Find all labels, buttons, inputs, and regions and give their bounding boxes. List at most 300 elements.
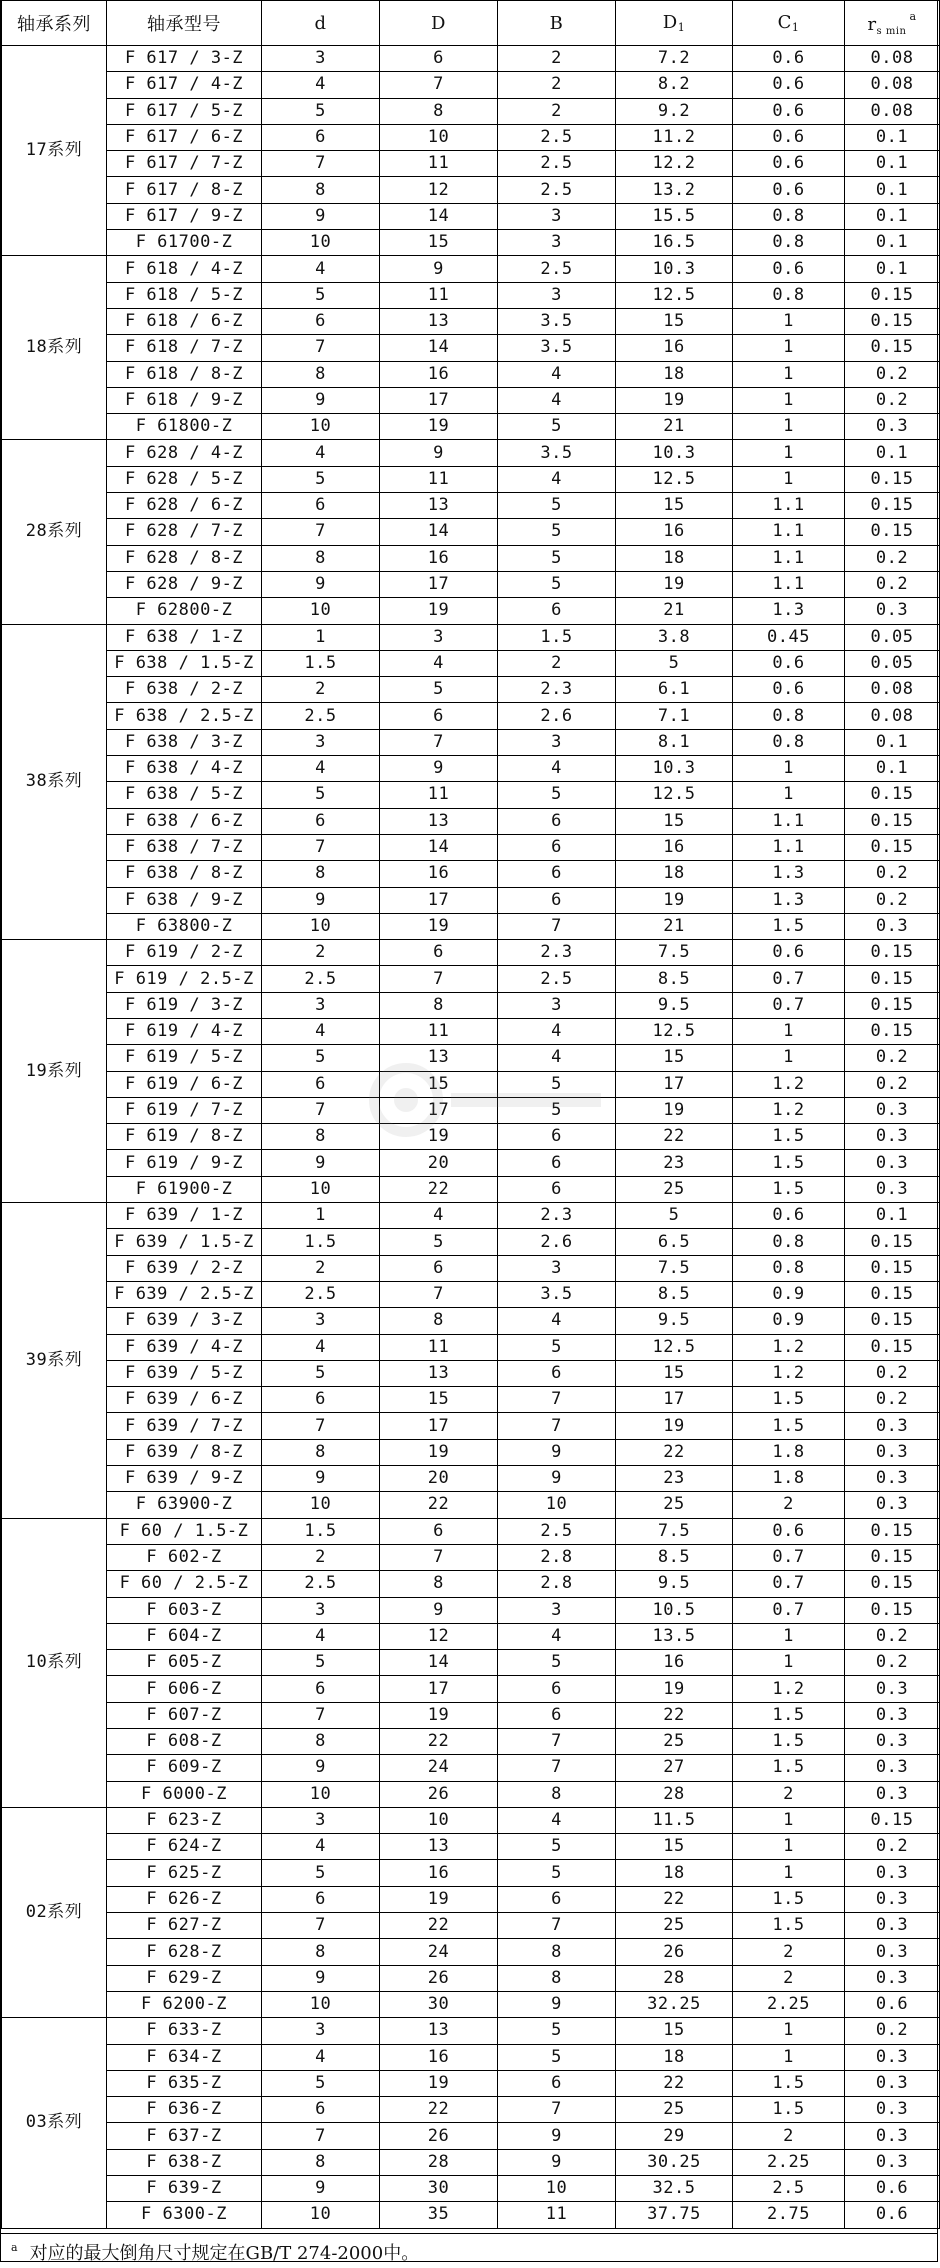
cell-d: 6 xyxy=(262,1886,380,1912)
cell-B: 3 xyxy=(498,1597,616,1623)
cell-D1: 12.5 xyxy=(616,282,733,308)
cell-rs-min: 0.05 xyxy=(845,624,940,650)
cell-d: 5 xyxy=(262,1045,380,1071)
cell-d: 6 xyxy=(262,124,380,150)
cell-D: 16 xyxy=(380,545,498,571)
cell-C1: 1.2 xyxy=(733,1676,845,1702)
cell-d: 5 xyxy=(262,1860,380,1886)
cell-model: F 633-Z xyxy=(107,2018,262,2044)
cell-d: 10 xyxy=(262,414,380,440)
cell-model: F 629-Z xyxy=(107,1965,262,1991)
table-row xyxy=(2,1702,940,1728)
cell-model: F 609-Z xyxy=(107,1755,262,1781)
cell-B: 2.8 xyxy=(498,1544,616,1570)
footnote-text: 对应的最大倒角尺寸规定在GB/T 274-2000中。 xyxy=(29,2243,420,2264)
header-D1 xyxy=(616,1,733,46)
table-row xyxy=(2,2070,940,2096)
table-row xyxy=(2,834,940,860)
cell-d: 1.5 xyxy=(262,1518,380,1544)
series-cell: 02系列 xyxy=(2,1807,107,2017)
cell-D: 20 xyxy=(380,1466,498,1492)
cell-B: 6 xyxy=(498,808,616,834)
cell-D: 4 xyxy=(380,650,498,676)
cell-C1: 1.5 xyxy=(733,1913,845,1939)
cell-d: 2 xyxy=(262,677,380,703)
cell-d: 5 xyxy=(262,782,380,808)
cell-D: 12 xyxy=(380,1623,498,1649)
cell-rs-min: 0.2 xyxy=(845,1071,940,1097)
cell-C1: 1.5 xyxy=(733,1150,845,1176)
cell-B: 7 xyxy=(498,2097,616,2123)
cell-D1: 16 xyxy=(616,335,733,361)
table-row xyxy=(2,308,940,334)
cell-d: 8 xyxy=(262,361,380,387)
cell-d: 3 xyxy=(262,1807,380,1833)
cell-d: 4 xyxy=(262,1834,380,1860)
table-row xyxy=(2,887,940,913)
cell-model: F 618 / 9-Z xyxy=(107,387,262,413)
cell-D1: 15 xyxy=(616,808,733,834)
cell-C1: 1 xyxy=(733,1807,845,1833)
cell-C1: 0.8 xyxy=(733,203,845,229)
cell-D1: 12.5 xyxy=(616,466,733,492)
cell-B: 5 xyxy=(498,1650,616,1676)
cell-rs-min: 0.08 xyxy=(845,98,940,124)
cell-D1: 6.1 xyxy=(616,677,733,703)
cell-C1: 1.1 xyxy=(733,808,845,834)
cell-d: 5 xyxy=(262,1650,380,1676)
cell-D: 14 xyxy=(380,834,498,860)
cell-C1: 1 xyxy=(733,1650,845,1676)
table-row xyxy=(2,361,940,387)
cell-d: 6 xyxy=(262,1387,380,1413)
cell-D: 20 xyxy=(380,1150,498,1176)
cell-B: 4 xyxy=(498,1308,616,1334)
cell-model: F 639 / 7-Z xyxy=(107,1413,262,1439)
cell-D: 16 xyxy=(380,2044,498,2070)
cell-D: 10 xyxy=(380,1807,498,1833)
cell-d: 1.5 xyxy=(262,650,380,676)
cell-C1: 1.1 xyxy=(733,545,845,571)
cell-D1: 7.5 xyxy=(616,940,733,966)
cell-D: 26 xyxy=(380,1965,498,1991)
cell-model: F 637-Z xyxy=(107,2123,262,2149)
cell-D1: 29 xyxy=(616,2123,733,2149)
cell-D1: 10.3 xyxy=(616,256,733,282)
table-row xyxy=(2,2176,940,2202)
header-C1 xyxy=(733,1,845,46)
cell-D: 5 xyxy=(380,677,498,703)
cell-D1: 21 xyxy=(616,414,733,440)
cell-D: 26 xyxy=(380,1781,498,1807)
cell-D1: 32.25 xyxy=(616,1991,733,2017)
cell-D: 6 xyxy=(380,46,498,72)
table-row xyxy=(2,151,940,177)
cell-D1: 16 xyxy=(616,1650,733,1676)
cell-rs-min: 0.2 xyxy=(845,861,940,887)
cell-model: F 638 / 6-Z xyxy=(107,808,262,834)
cell-rs-min: 0.3 xyxy=(845,1176,940,1202)
table-row xyxy=(2,1176,940,1202)
cell-d: 10 xyxy=(262,230,380,256)
cell-B: 6 xyxy=(498,1886,616,1912)
cell-model: F 619 / 4-Z xyxy=(107,1018,262,1044)
cell-B: 7 xyxy=(498,1755,616,1781)
table-row xyxy=(2,992,940,1018)
cell-D1: 18 xyxy=(616,1860,733,1886)
series-cell: 10系列 xyxy=(2,1518,107,1807)
header-B: B xyxy=(498,1,616,46)
cell-rs-min: 0.15 xyxy=(845,466,940,492)
cell-B: 6 xyxy=(498,1676,616,1702)
cell-C1: 1.5 xyxy=(733,1729,845,1755)
cell-D: 14 xyxy=(380,1650,498,1676)
cell-D1: 18 xyxy=(616,2044,733,2070)
cell-D1: 10.3 xyxy=(616,756,733,782)
cell-C1: 1 xyxy=(733,782,845,808)
cell-B: 3 xyxy=(498,203,616,229)
cell-model: F 607-Z xyxy=(107,1702,262,1728)
cell-B: 2.5 xyxy=(498,151,616,177)
cell-model: F 6300-Z xyxy=(107,2202,262,2228)
cell-rs-min: 0.3 xyxy=(845,1702,940,1728)
cell-D: 8 xyxy=(380,1308,498,1334)
cell-D: 19 xyxy=(380,1702,498,1728)
cell-d: 5 xyxy=(262,1360,380,1386)
cell-d: 7 xyxy=(262,1702,380,1728)
cell-B: 6 xyxy=(498,598,616,624)
cell-D: 11 xyxy=(380,282,498,308)
cell-B: 2 xyxy=(498,72,616,98)
cell-d: 9 xyxy=(262,387,380,413)
table-row xyxy=(2,1124,940,1150)
cell-rs-min: 0.1 xyxy=(845,1203,940,1229)
cell-D1: 30.25 xyxy=(616,2149,733,2175)
table-row xyxy=(2,1729,940,1755)
cell-C1: 2.25 xyxy=(733,2149,845,2175)
cell-d: 6 xyxy=(262,1676,380,1702)
cell-d: 7 xyxy=(262,1913,380,1939)
cell-C1: 0.8 xyxy=(733,1255,845,1281)
cell-D1: 15 xyxy=(616,1834,733,1860)
cell-model: F 619 / 8-Z xyxy=(107,1124,262,1150)
cell-C1: 2 xyxy=(733,2123,845,2149)
cell-D: 9 xyxy=(380,256,498,282)
cell-B: 8 xyxy=(498,1965,616,1991)
table-row xyxy=(2,2149,940,2175)
cell-D1: 17 xyxy=(616,1071,733,1097)
cell-model: F 618 / 4-Z xyxy=(107,256,262,282)
cell-model: F 628 / 5-Z xyxy=(107,466,262,492)
cell-rs-min: 0.15 xyxy=(845,966,940,992)
cell-model: F 604-Z xyxy=(107,1623,262,1649)
cell-model: F 639 / 5-Z xyxy=(107,1360,262,1386)
cell-model: F 62800-Z xyxy=(107,598,262,624)
cell-C1: 0.6 xyxy=(733,940,845,966)
cell-B: 2.5 xyxy=(498,1518,616,1544)
cell-B: 2.3 xyxy=(498,940,616,966)
cell-model: F 638 / 2.5-Z xyxy=(107,703,262,729)
cell-d: 2.5 xyxy=(262,703,380,729)
cell-D1: 37.75 xyxy=(616,2202,733,2228)
cell-rs-min: 0.3 xyxy=(845,1939,940,1965)
table-row xyxy=(2,1071,940,1097)
table-row xyxy=(2,808,940,834)
table-row xyxy=(2,46,940,72)
series-cell: 38系列 xyxy=(2,624,107,940)
table-row xyxy=(2,1308,940,1334)
cell-D1: 25 xyxy=(616,1176,733,1202)
cell-D: 11 xyxy=(380,466,498,492)
cell-d: 9 xyxy=(262,2176,380,2202)
cell-model: F 63800-Z xyxy=(107,913,262,939)
cell-model: F 61800-Z xyxy=(107,414,262,440)
cell-D1: 22 xyxy=(616,1439,733,1465)
footnote-mark: a xyxy=(11,2241,18,2254)
table-row xyxy=(2,1203,940,1229)
cell-D: 24 xyxy=(380,1939,498,1965)
cell-D1: 7.1 xyxy=(616,703,733,729)
cell-D: 11 xyxy=(380,1018,498,1044)
cell-B: 6 xyxy=(498,861,616,887)
cell-model: F 624-Z xyxy=(107,1834,262,1860)
cell-d: 7 xyxy=(262,834,380,860)
cell-C1: 0.6 xyxy=(733,46,845,72)
cell-B: 5 xyxy=(498,1334,616,1360)
cell-C1: 0.6 xyxy=(733,124,845,150)
cell-B: 2.5 xyxy=(498,124,616,150)
cell-rs-min: 0.2 xyxy=(845,1045,940,1071)
table-row xyxy=(2,1623,940,1649)
table-row xyxy=(2,1334,940,1360)
cell-C1: 2 xyxy=(733,1492,845,1518)
cell-rs-min: 0.05 xyxy=(845,650,940,676)
cell-C1: 1.2 xyxy=(733,1360,845,1386)
table-row xyxy=(2,598,940,624)
cell-d: 5 xyxy=(262,466,380,492)
cell-B: 2 xyxy=(498,650,616,676)
cell-C1: 1.2 xyxy=(733,1334,845,1360)
cell-C1: 0.8 xyxy=(733,729,845,755)
cell-C1: 1 xyxy=(733,335,845,361)
cell-B: 4 xyxy=(498,361,616,387)
cell-model: F 617 / 5-Z xyxy=(107,98,262,124)
cell-model: F 638 / 1-Z xyxy=(107,624,262,650)
cell-C1: 0.8 xyxy=(733,703,845,729)
table-row xyxy=(2,98,940,124)
header-rs-main: r xyxy=(867,13,877,35)
header-D: D xyxy=(380,1,498,46)
cell-model: F 639 / 9-Z xyxy=(107,1466,262,1492)
cell-D: 19 xyxy=(380,414,498,440)
cell-C1: 0.8 xyxy=(733,1229,845,1255)
cell-D: 7 xyxy=(380,1544,498,1570)
cell-B: 3 xyxy=(498,992,616,1018)
cell-d: 2.5 xyxy=(262,1281,380,1307)
cell-d: 1.5 xyxy=(262,1229,380,1255)
table-row xyxy=(2,1991,940,2017)
table-body xyxy=(2,46,940,2229)
cell-d: 4 xyxy=(262,756,380,782)
cell-B: 2.5 xyxy=(498,177,616,203)
table-row xyxy=(2,1781,940,1807)
cell-d: 4 xyxy=(262,1623,380,1649)
cell-D: 11 xyxy=(380,782,498,808)
cell-C1: 1.1 xyxy=(733,571,845,597)
cell-D1: 15 xyxy=(616,1360,733,1386)
cell-d: 4 xyxy=(262,440,380,466)
cell-rs-min: 0.15 xyxy=(845,808,940,834)
cell-model: F 619 / 7-Z xyxy=(107,1097,262,1123)
cell-rs-min: 0.3 xyxy=(845,414,940,440)
cell-D: 28 xyxy=(380,2149,498,2175)
cell-D1: 12.5 xyxy=(616,782,733,808)
cell-d: 6 xyxy=(262,493,380,519)
cell-D: 3 xyxy=(380,624,498,650)
cell-rs-min: 0.2 xyxy=(845,1834,940,1860)
cell-model: F 638 / 3-Z xyxy=(107,729,262,755)
cell-d: 9 xyxy=(262,1150,380,1176)
cell-rs-min: 0.3 xyxy=(845,1755,940,1781)
cell-C1: 1.5 xyxy=(733,2097,845,2123)
cell-C1: 2.75 xyxy=(733,2202,845,2228)
cell-D: 12 xyxy=(380,177,498,203)
cell-D: 19 xyxy=(380,598,498,624)
table-row xyxy=(2,1229,940,1255)
series-cell: 03系列 xyxy=(2,2018,107,2228)
cell-B: 2.3 xyxy=(498,1203,616,1229)
cell-model: F 619 / 2.5-Z xyxy=(107,966,262,992)
cell-C1: 2 xyxy=(733,1939,845,1965)
cell-C1: 0.7 xyxy=(733,1544,845,1570)
cell-d: 8 xyxy=(262,1729,380,1755)
table-row xyxy=(2,861,940,887)
cell-C1: 1.8 xyxy=(733,1466,845,1492)
cell-B: 2.8 xyxy=(498,1571,616,1597)
cell-model: F 639-Z xyxy=(107,2176,262,2202)
cell-d: 6 xyxy=(262,2097,380,2123)
cell-C1: 0.6 xyxy=(733,677,845,703)
cell-D1: 10.3 xyxy=(616,440,733,466)
table-row xyxy=(2,624,940,650)
cell-B: 3.5 xyxy=(498,308,616,334)
cell-C1: 1.5 xyxy=(733,1176,845,1202)
table-row xyxy=(2,1360,940,1386)
cell-rs-min: 0.3 xyxy=(845,1965,940,1991)
cell-D: 22 xyxy=(380,1729,498,1755)
cell-B: 3 xyxy=(498,230,616,256)
cell-D1: 10.5 xyxy=(616,1597,733,1623)
cell-B: 2 xyxy=(498,98,616,124)
cell-model: F 628 / 7-Z xyxy=(107,519,262,545)
table-row xyxy=(2,177,940,203)
cell-D1: 25 xyxy=(616,1913,733,1939)
cell-model: F 618 / 5-Z xyxy=(107,282,262,308)
cell-model: F 638 / 7-Z xyxy=(107,834,262,860)
table-row xyxy=(2,729,940,755)
cell-model: F 617 / 4-Z xyxy=(107,72,262,98)
table-row xyxy=(2,282,940,308)
cell-model: F 638 / 1.5-Z xyxy=(107,650,262,676)
cell-D: 22 xyxy=(380,1176,498,1202)
cell-D1: 17 xyxy=(616,1387,733,1413)
cell-B: 4 xyxy=(498,387,616,413)
table-header-row xyxy=(2,1,940,46)
cell-rs-min: 0.15 xyxy=(845,308,940,334)
cell-d: 4 xyxy=(262,1334,380,1360)
cell-D1: 19 xyxy=(616,887,733,913)
cell-D: 15 xyxy=(380,1387,498,1413)
cell-B: 4 xyxy=(498,1807,616,1833)
cell-d: 9 xyxy=(262,1965,380,1991)
cell-D1: 13.5 xyxy=(616,1623,733,1649)
cell-D: 9 xyxy=(380,1597,498,1623)
cell-B: 3.5 xyxy=(498,440,616,466)
cell-rs-min: 0.15 xyxy=(845,992,940,1018)
cell-model: F 639 / 2.5-Z xyxy=(107,1281,262,1307)
cell-D: 8 xyxy=(380,992,498,1018)
cell-d: 4 xyxy=(262,2044,380,2070)
cell-D: 22 xyxy=(380,1913,498,1939)
cell-d: 9 xyxy=(262,1466,380,1492)
cell-D: 22 xyxy=(380,2097,498,2123)
cell-D: 17 xyxy=(380,1676,498,1702)
cell-B: 4 xyxy=(498,1045,616,1071)
cell-d: 10 xyxy=(262,1492,380,1518)
cell-D: 7 xyxy=(380,1281,498,1307)
cell-rs-min: 0.2 xyxy=(845,1623,940,1649)
cell-B: 3.5 xyxy=(498,335,616,361)
cell-D: 6 xyxy=(380,703,498,729)
cell-D: 17 xyxy=(380,1097,498,1123)
cell-D1: 25 xyxy=(616,1729,733,1755)
cell-d: 8 xyxy=(262,1939,380,1965)
cell-d: 3 xyxy=(262,992,380,1018)
cell-D: 13 xyxy=(380,493,498,519)
table-row xyxy=(2,2123,940,2149)
table-row xyxy=(2,1650,940,1676)
cell-rs-min: 0.15 xyxy=(845,1807,940,1833)
cell-D1: 23 xyxy=(616,1466,733,1492)
cell-model: F 617 / 9-Z xyxy=(107,203,262,229)
cell-B: 7 xyxy=(498,1387,616,1413)
cell-model: F 608-Z xyxy=(107,1729,262,1755)
cell-B: 9 xyxy=(498,1991,616,2017)
cell-rs-min: 0.15 xyxy=(845,1544,940,1570)
cell-rs-min: 0.3 xyxy=(845,1729,940,1755)
cell-D1: 5 xyxy=(616,650,733,676)
cell-C1: 1 xyxy=(733,361,845,387)
table-row xyxy=(2,1886,940,1912)
cell-B: 4 xyxy=(498,756,616,782)
cell-D: 6 xyxy=(380,940,498,966)
cell-D1: 27 xyxy=(616,1755,733,1781)
cell-d: 6 xyxy=(262,808,380,834)
cell-B: 8 xyxy=(498,1939,616,1965)
cell-d: 9 xyxy=(262,887,380,913)
cell-D1: 15 xyxy=(616,1045,733,1071)
cell-rs-min: 0.1 xyxy=(845,440,940,466)
cell-rs-min: 0.15 xyxy=(845,1229,940,1255)
cell-d: 6 xyxy=(262,308,380,334)
cell-D1: 12.2 xyxy=(616,151,733,177)
cell-B: 5 xyxy=(498,2018,616,2044)
cell-rs-min: 0.2 xyxy=(845,387,940,413)
cell-B: 9 xyxy=(498,2123,616,2149)
cell-rs-min: 0.1 xyxy=(845,124,940,150)
cell-B: 5 xyxy=(498,571,616,597)
cell-C1: 1 xyxy=(733,308,845,334)
